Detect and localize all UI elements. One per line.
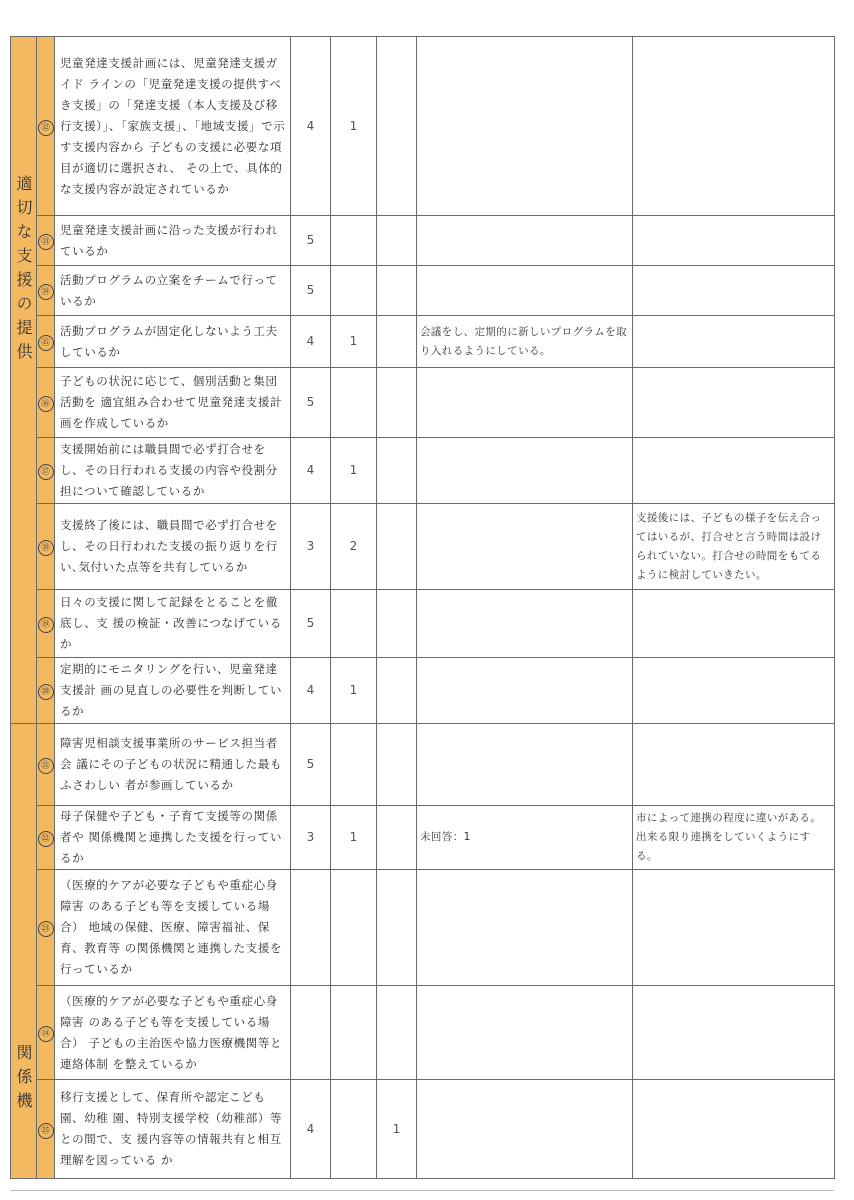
item-number: ⑲ [38, 617, 54, 633]
neutral-count: 1 [331, 658, 377, 724]
item-number-cell [37, 216, 55, 266]
item-number: ⑰ [38, 464, 54, 480]
no-count [377, 806, 417, 870]
improvement-comment [633, 590, 835, 658]
improvement-comment [633, 986, 835, 1080]
category-label: 関係機 [14, 1044, 33, 1116]
table-row [11, 266, 835, 316]
improvement-comment [633, 368, 835, 438]
yes-count: 3 [291, 806, 331, 870]
neutral-count: 1 [331, 806, 377, 870]
yes-count: 4 [291, 316, 331, 368]
improvement-comment [633, 216, 835, 266]
remarks-text [417, 37, 633, 216]
item-number: ⑫ [38, 120, 54, 136]
yes-count: 3 [291, 504, 331, 590]
item-number: ⑮ [38, 335, 54, 351]
table-row [11, 806, 835, 870]
item-number-cell [37, 504, 55, 590]
question-text: 定期的にモニタリングを行い、児童発達支援計 画の見直しの必要性を判断しているか [55, 658, 291, 724]
table-row [11, 368, 835, 438]
table-row [11, 1080, 835, 1179]
remarks-text: 会議をし、定期的に新しいプログラムを取り入れるようにしている。 [417, 316, 633, 368]
remarks-text [417, 504, 633, 590]
yes-count: 5 [291, 216, 331, 266]
improvement-comment [633, 438, 835, 504]
no-count [377, 986, 417, 1080]
question-text: 支援開始前には職員間で必ず打合せをし、その日行われる支援の内容や役割分担について確認しているか [55, 438, 291, 504]
no-count [377, 37, 417, 216]
item-number: ⑬ [38, 234, 54, 250]
neutral-count [331, 986, 377, 1080]
table-row [11, 37, 835, 216]
neutral-count [331, 368, 377, 438]
question-text: 日々の支援に関して記録をとることを徹底し、支 援の検証・改善につなげているか [55, 590, 291, 658]
remarks-text [417, 986, 633, 1080]
remarks-text [417, 590, 633, 658]
table-row [11, 590, 835, 658]
table-row [11, 986, 835, 1080]
no-count [377, 316, 417, 368]
question-text: 支援終了後には、職員間で必ず打合せをし、その日行われた支援の振り返りを行い､気付いた点等を共有しているか [55, 504, 291, 590]
item-number: ⑳ [38, 684, 54, 700]
item-number: ㉔ [38, 1026, 54, 1042]
question-text: 児童発達支援計画に沿った支援が行われているか [55, 216, 291, 266]
item-number-cell [37, 724, 55, 806]
no-count [377, 438, 417, 504]
neutral-count [331, 590, 377, 658]
item-number-cell [37, 806, 55, 870]
neutral-count [331, 1080, 377, 1179]
improvement-comment [633, 37, 835, 216]
no-count [377, 504, 417, 590]
neutral-count: 1 [331, 316, 377, 368]
yes-count: 4 [291, 438, 331, 504]
item-number-cell [37, 870, 55, 986]
question-text: 活動プログラムの立案をチームで行っているか [55, 266, 291, 316]
yes-count: 4 [291, 658, 331, 724]
question-text: 母子保健や子ども・子育て支援等の関係者や 関係機関と連携した支援を行っているか [55, 806, 291, 870]
item-number-cell [37, 368, 55, 438]
no-count [377, 658, 417, 724]
improvement-comment [633, 316, 835, 368]
category-label: 適切な支援の提供 [14, 175, 33, 367]
table-body [11, 37, 835, 1179]
improvement-comment [633, 1080, 835, 1179]
yes-count: 5 [291, 266, 331, 316]
remarks-text [417, 216, 633, 266]
no-count [377, 266, 417, 316]
no-count: 1 [377, 1080, 417, 1179]
remarks-text [417, 724, 633, 806]
table-row [11, 658, 835, 724]
remarks-text [417, 368, 633, 438]
yes-count: 5 [291, 368, 331, 438]
no-count [377, 724, 417, 806]
neutral-count: 1 [331, 438, 377, 504]
item-number-cell [37, 266, 55, 316]
no-count [377, 216, 417, 266]
item-number-cell [37, 316, 55, 368]
evaluation-sheet [10, 36, 834, 1180]
table-row [11, 870, 835, 986]
page-bottom-line [10, 1190, 834, 1191]
improvement-comment [633, 658, 835, 724]
neutral-count: 2 [331, 504, 377, 590]
neutral-count [331, 870, 377, 986]
table-row [11, 216, 835, 266]
remarks-text: 未回答：1 [417, 806, 633, 870]
table-row [11, 724, 835, 806]
question-text: （医療的ケアが必要な子どもや重症心身障害 のある子ども等を支援している場合） 子どもの主治医や協力医療機関等と連絡体制 を整えているか [55, 986, 291, 1080]
table-row [11, 504, 835, 590]
remarks-text [417, 658, 633, 724]
item-number-cell [37, 37, 55, 216]
remarks-text [417, 1080, 633, 1179]
item-number-cell [37, 590, 55, 658]
yes-count [291, 870, 331, 986]
table-row [11, 316, 835, 368]
evaluation-table [10, 36, 835, 1179]
remarks-text [417, 438, 633, 504]
item-number: ㉕ [38, 1123, 54, 1139]
improvement-comment [633, 266, 835, 316]
table-row [11, 438, 835, 504]
neutral-count [331, 266, 377, 316]
category-cell [11, 37, 37, 724]
yes-count: 4 [291, 1080, 331, 1179]
no-count [377, 870, 417, 986]
item-number: ㉑ [38, 758, 54, 774]
improvement-comment: 支援後には、子どもの様子を伝え合ってはいるが、打合せと言う時間は設けられていない。打合せの時間をもてるように検討していきたい。 [633, 504, 835, 590]
no-count [377, 590, 417, 658]
yes-count [291, 986, 331, 1080]
yes-count: 5 [291, 724, 331, 806]
category-cell [11, 724, 37, 1179]
question-text: （医療的ケアが必要な子どもや重症心身障害 のある子ども等を支援している場合） 地域の保健、医療、障害福祉、保育、教育等 の関係機関と連携した支援を行っているか [55, 870, 291, 986]
neutral-count [331, 216, 377, 266]
item-number: ⑯ [38, 396, 54, 412]
remarks-text [417, 266, 633, 316]
question-text: 児童発達支援計画には、児童発達支援ガイド ラインの「児童発達支援の提供すべき支援」の「発達支援（本人支援及び移行支援）」、「家族支援」、「地域支援」で示す支援内容から 子どもの支援に必要な項目が適切に選択され、 その上で、具体的な支援内容が設定されているか [55, 37, 291, 216]
item-number-cell [37, 438, 55, 504]
yes-count: 4 [291, 37, 331, 216]
no-count [377, 368, 417, 438]
improvement-comment [633, 870, 835, 986]
question-text: 障害児相談支援事業所のサービス担当者会 議にその子どもの状況に精通した最もふさわしい 者が参画しているか [55, 724, 291, 806]
item-number: ㉓ [38, 921, 54, 937]
item-number-cell [37, 986, 55, 1080]
item-number: ㉒ [38, 831, 54, 847]
neutral-count: 1 [331, 37, 377, 216]
item-number: ⑱ [38, 540, 54, 556]
question-text: 移行支援として、保育所や認定こども園、幼稚 園、特別支援学校（幼稚部）等との間で、支 援内容等の情報共有と相互理解を図っている か [55, 1080, 291, 1179]
improvement-comment: 市によって連携の程度に違いがある。出来る限り連携をしていくようにする。 [633, 806, 835, 870]
item-number-cell [37, 1080, 55, 1179]
question-text: 活動プログラムが固定化しないよう工夫しているか [55, 316, 291, 368]
neutral-count [331, 724, 377, 806]
yes-count: 5 [291, 590, 331, 658]
remarks-text [417, 870, 633, 986]
item-number: ⑭ [38, 284, 54, 300]
improvement-comment [633, 724, 835, 806]
item-number-cell [37, 658, 55, 724]
question-text: 子どもの状況に応じて、個別活動と集団活動を 適宜組み合わせて児童発達支援計画を作成しているか [55, 368, 291, 438]
